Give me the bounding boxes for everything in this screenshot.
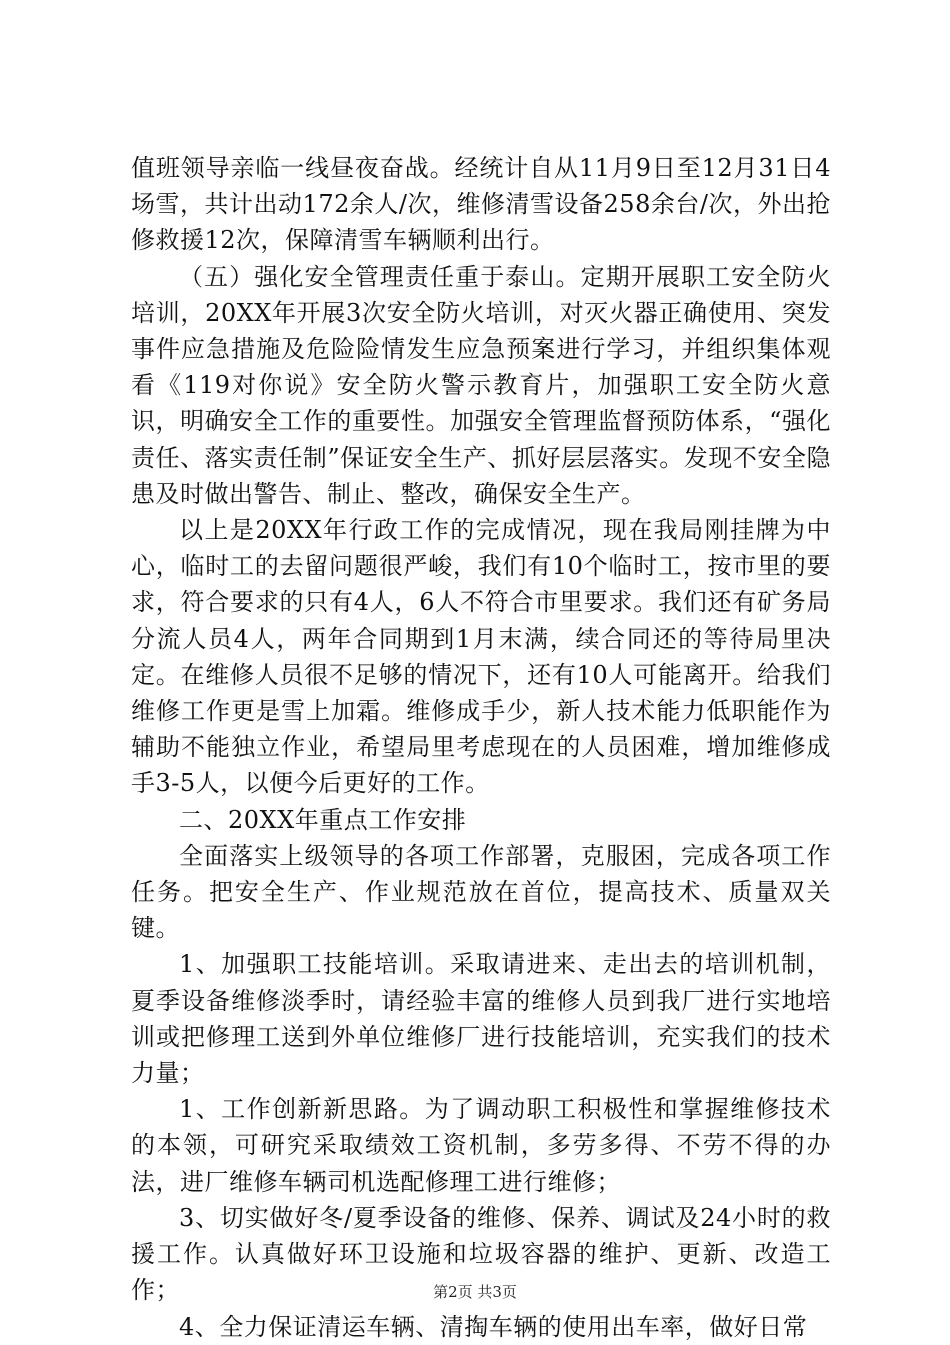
list-item-equipment-maintenance: 3、切实做好冬/夏季设备的维修、保养、调试及24小时的救援工作。认真做好环卫设施和垃圾容器的维护、更新、改造工作； <box>131 1203 831 1305</box>
paragraph-staffing-situation: 以上是20XX年行政工作的完成情况，现在我局刚挂牌为中心，临时工的去留问题很严峻，我们有10个临时工，按市里的要求，符合要求的只有4人，6人不符合市里要求。我们还有矿务局分流人员4人，两年合同期到1月末满，续合同还的等待局里决定。在维修人员很不足够的情况下，还有10人可能离开。给我们维修工作更是雪上加霜。维修成手少，新人技术能力低职能作为辅助不能独立作业，希望局里考虑现在的人员困难，增加维修成手3-5人，以便今后更好的工作。 <box>131 516 831 798</box>
list-item-work-innovation: 1、工作创新新思路。为了调动职工积极性和掌握维修技术的本领，可研究采取绩效工资机制，多劳多得、不劳不得的办法，进厂维修车辆司机选配修理工进行维修； <box>131 1095 831 1196</box>
section-heading-key-work: 二、20XX年重点工作安排 <box>179 805 467 834</box>
paragraph-continuation: 值班领导亲临一线昼夜奋战。经统计自从11月9日至12月31日4场雪，共计出动172余人/次，维修清雪设备258余台/次，外出抢修救援12次，保障清雪车辆顺利出行。 <box>131 154 831 255</box>
paragraph-safety-management: （五）强化安全管理责任重于泰山。定期开展职工安全防火培训，20XX年开展3次安全防火培训，对灭火器正确使用、突发事件应急措施及危险险情发生应急预案进行学习，并组织集体观看《119对你说》安全防火警示教育片，加强职工安全防火意识，明确安全工作的重要性。加强安全管理监督预防体系，“强化责任、落实责任制”保证安全生产、抓好层层落实。发现不安全隐患及时做出警告、制止、整改，确保安全生产。 <box>131 262 831 508</box>
page-number-footer: 第2页 共3页 <box>433 1283 517 1301</box>
paragraph-overall-plan: 全面落实上级领导的各项工作部署，克服困，完成各项工作任务。把安全生产、作业规范放在首位，提高技术、质量双关键。 <box>131 841 831 943</box>
list-item-vehicle-availability: 4、全力保证清运车辆、清掏车辆的使用出车率，做好日常 <box>179 1312 808 1341</box>
list-item-skills-training: 1、加强职工技能培训。采取请进来、走出去的培训机制，夏季设备维修淡季时，请经验丰富的维修人员到我厂进行实地培训或把修理工送到外单位维修厂进行技能培训，充实我们的技术力量； <box>131 950 831 1088</box>
document-body <box>131 150 831 1345</box>
